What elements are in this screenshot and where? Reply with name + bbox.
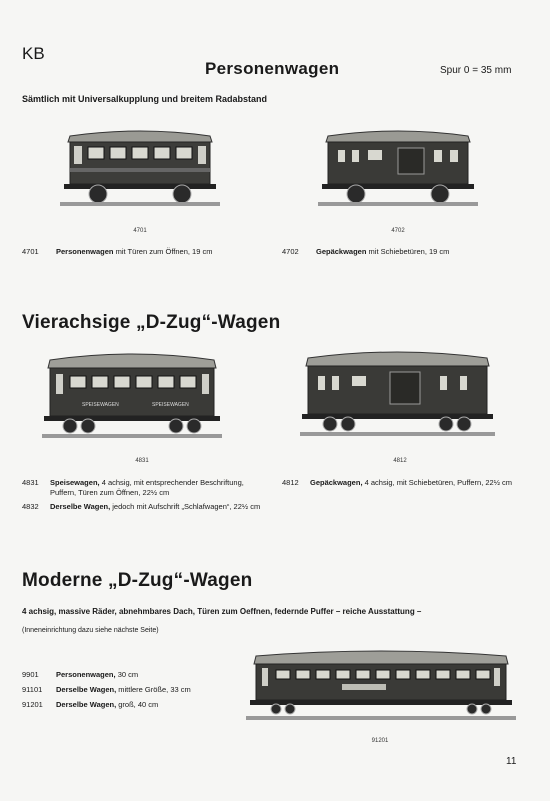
section-title: Vierachsige „D-Zug“-Wagen (22, 312, 281, 333)
item-name: Speisewagen, (50, 478, 100, 487)
image-caption: 4702 (391, 228, 405, 234)
section-subtitle: Sämtlich mit Universalkupplung und breitem Radabstand (22, 94, 268, 104)
catalog-section-code: KB (22, 44, 45, 63)
page-number: 11 (506, 756, 517, 767)
image-caption: 4701 (133, 228, 147, 234)
item-name: Derselbe Wagen, (56, 685, 117, 694)
item-number: 91101 (22, 685, 43, 694)
item-details: 4 achsig, mit Schiebetüren, Puffern, 22½ cm (362, 478, 513, 487)
dining-car-4831-image (42, 352, 222, 444)
image-caption: 4812 (393, 458, 407, 464)
item-number: 91201 (22, 700, 43, 709)
catalog-item (282, 247, 449, 257)
item-details: 30 cm (115, 670, 139, 679)
catalog-item (22, 478, 272, 498)
modern-coach-91201-image (246, 650, 516, 725)
item-details: groß, 40 cm (116, 700, 159, 709)
car-label: SPEISEWAGEN (82, 402, 119, 408)
item-details: mit Schiebetüren, 19 cm (366, 247, 450, 256)
item-name: Personenwagen, (56, 670, 116, 679)
item-number: 4831 (22, 478, 39, 487)
section-description: 4 achsig, massive Räder, abnehmbares Dach, Türen zum Oeffnen, federnde Puffer – reiche Ausstattung – (22, 607, 422, 616)
catalog-item (22, 502, 272, 512)
gauge-label: Spur 0 = 35 mm (440, 65, 512, 76)
image-caption: 4831 (135, 458, 149, 464)
item-name: Personenwagen (56, 247, 114, 256)
item-number: 9901 (22, 670, 39, 679)
section-title: Moderne „D-Zug“-Wagen (22, 570, 253, 591)
page-title: Personenwagen (205, 59, 340, 78)
catalog-item (22, 700, 158, 710)
catalog-item (22, 247, 212, 257)
catalog-item (22, 685, 191, 695)
passenger-car-4701-image (60, 128, 220, 208)
item-number: 4701 (22, 247, 39, 256)
item-details: mittlere Größe, 33 cm (116, 685, 191, 694)
catalog-item (282, 478, 532, 488)
item-number: 4702 (282, 247, 299, 256)
item-name: Derselbe Wagen, (50, 502, 111, 511)
item-details: mit Türen zum Öffnen, 19 cm (113, 247, 213, 256)
item-name: Derselbe Wagen, (56, 700, 117, 709)
item-name: Gepäckwagen (316, 247, 367, 256)
item-number: 4832 (22, 502, 39, 511)
section-note: (Inneneinrichtung dazu siehe nächste Seite) (22, 627, 159, 634)
luggage-van-4702-image (318, 128, 478, 208)
item-name: Gepäckwagen, (310, 478, 363, 487)
image-caption: 91201 (371, 738, 389, 744)
item-number: 4812 (282, 478, 299, 487)
luggage-van-4812-image (300, 350, 495, 442)
item-details: jedoch mit Aufschrift „Schlafwagen“, 22½ cm (110, 502, 261, 511)
catalog-item (22, 670, 138, 680)
item-details: 4 achsig, mit entsprechender Beschriftung, Puffern, Türen zum Öffnen, 22½ cm (50, 478, 244, 497)
car-label: SPEISEWAGEN (152, 402, 189, 408)
